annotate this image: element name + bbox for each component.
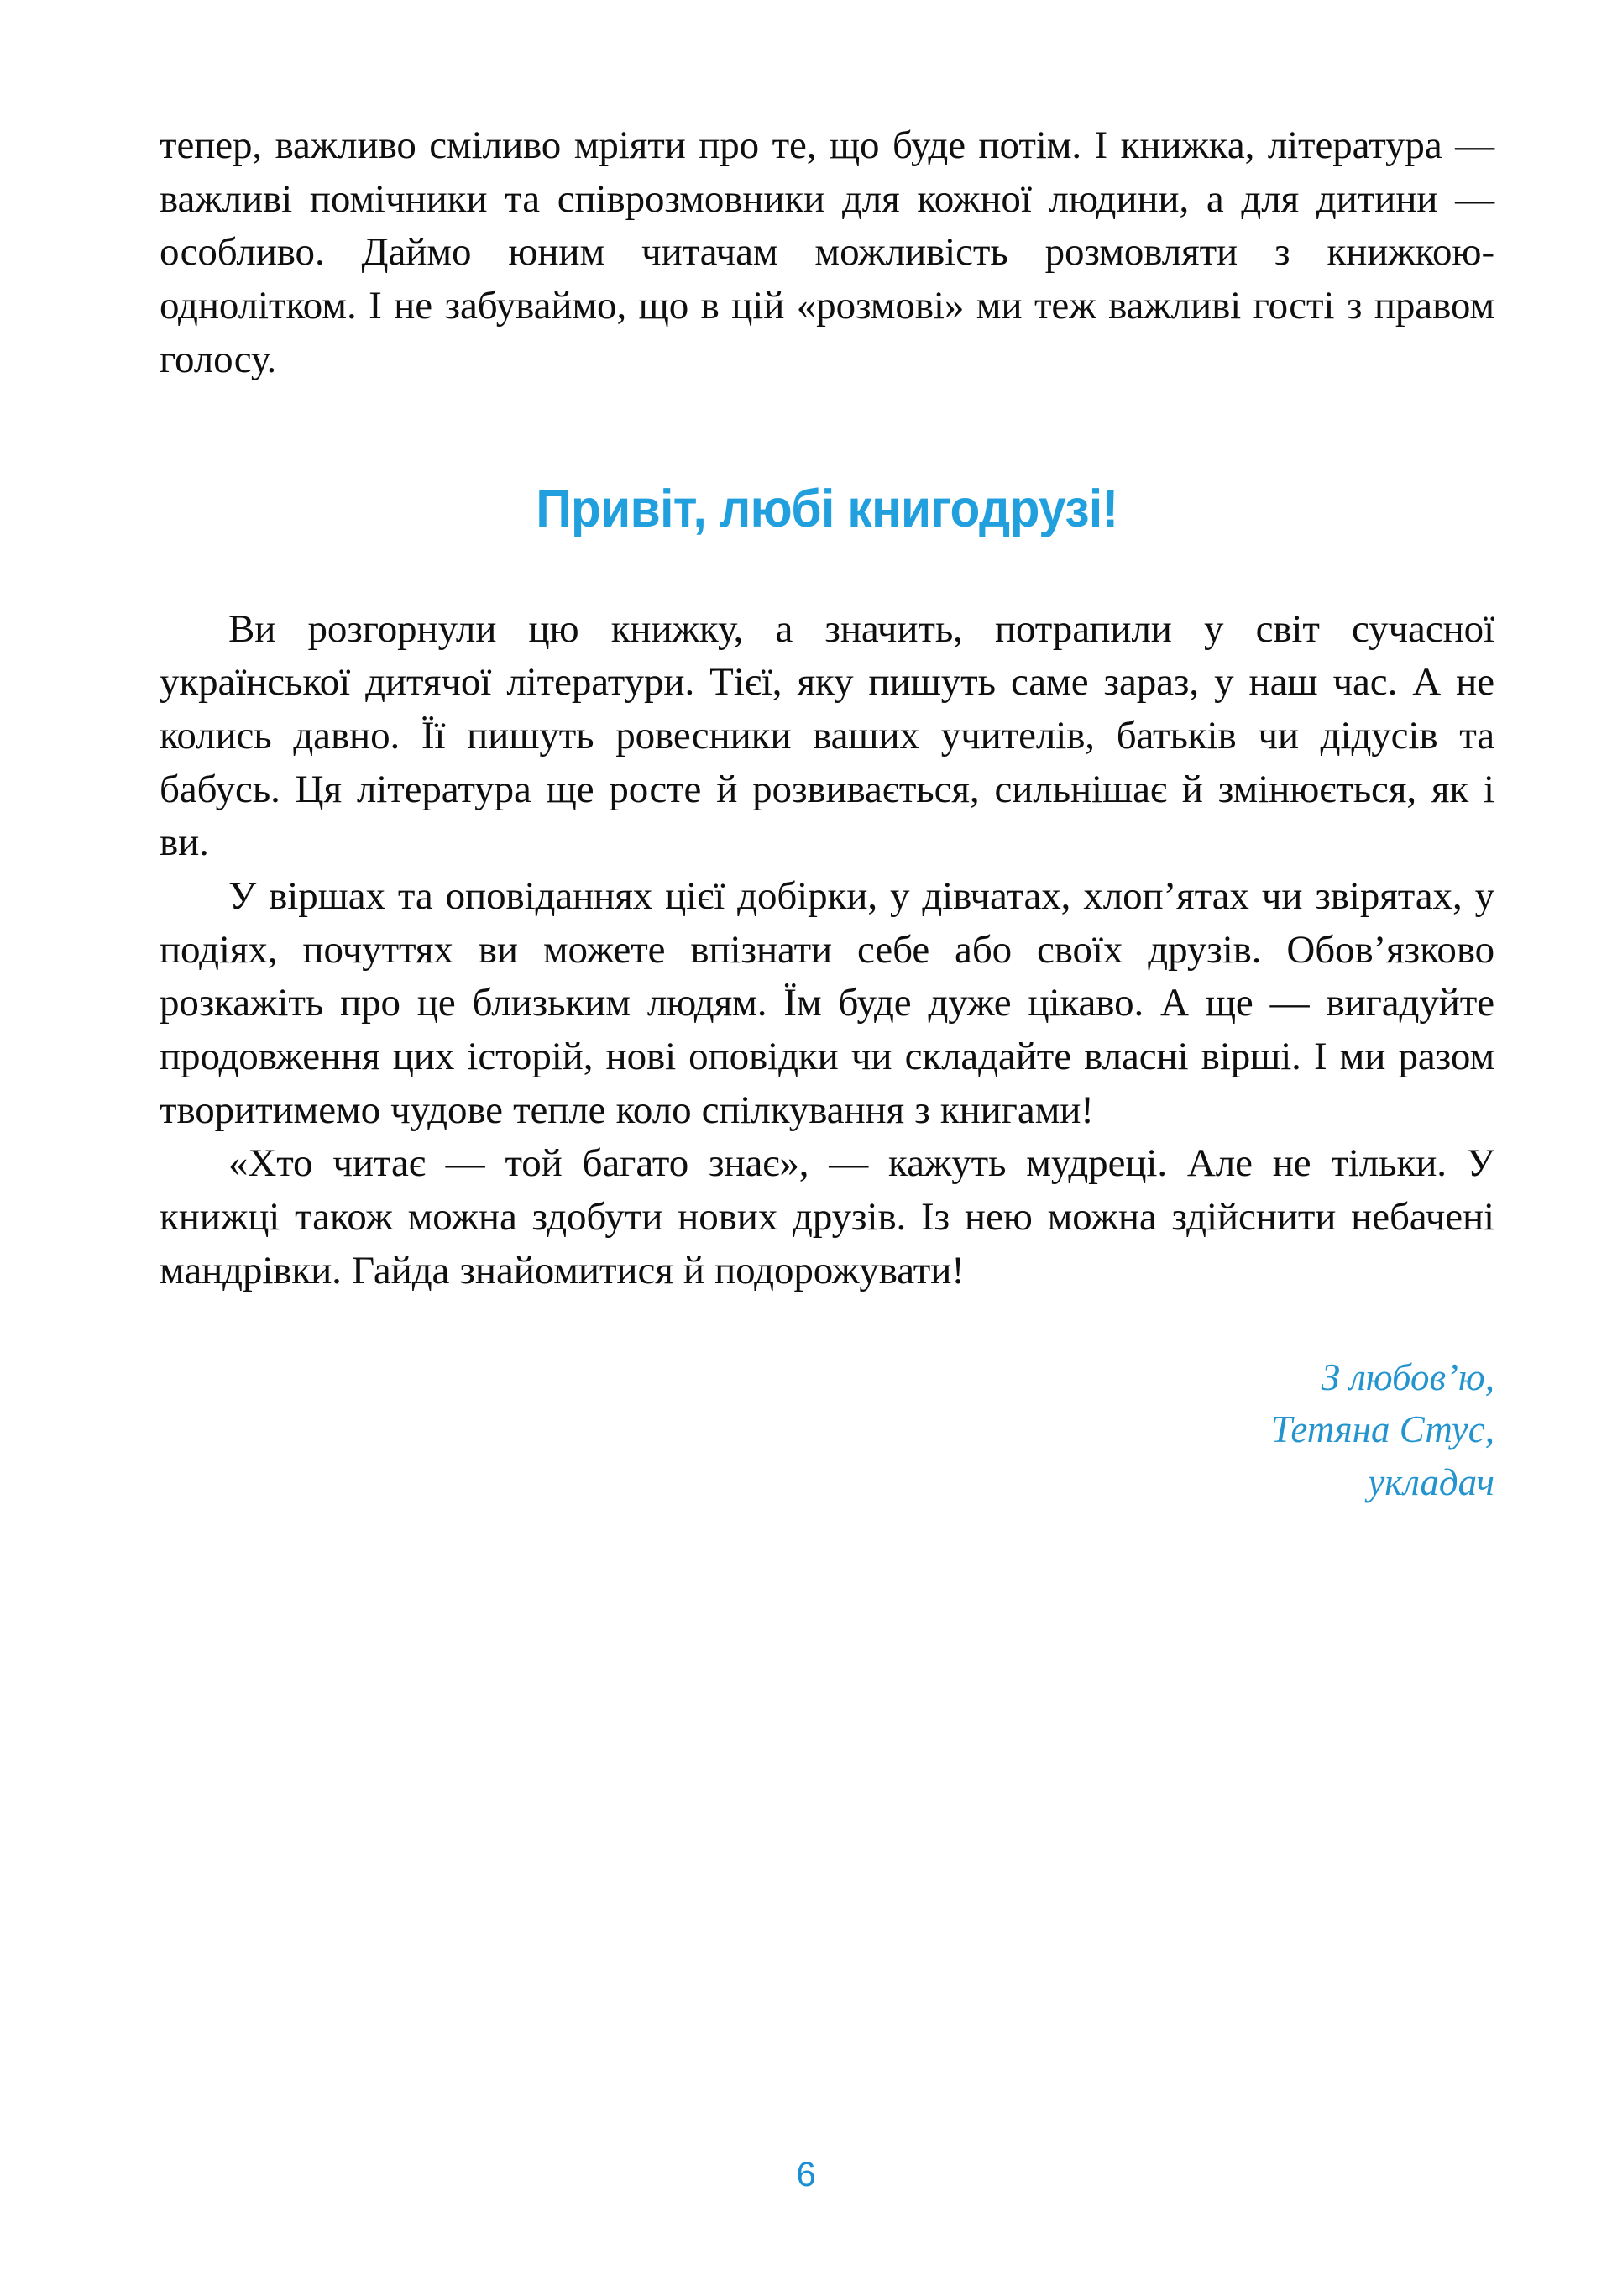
main-text-block (160, 539, 1494, 1298)
paragraph-2: У віршах та оповіданнях цієї добірки, у дівчатах, хлоп’ятах чи звірятах, у подіях, почуттях ви можете впізнати себе або своїх друзів. Обов’язково розкажіть про це близьким людям. Їм буде дуже цікаво. А ще — вигадуйте продовження цих історій, нові оповідки чи складайте власні вірші. І ми разом творитимемо чудове тепле коло спілкування з книгами! (160, 874, 1494, 1132)
page-number: 6 (796, 2154, 816, 2194)
signature-name: Тетяна Стус, (1270, 1408, 1494, 1451)
paragraph-3: «Хто читає — той багато знає», — кажуть мудреці. Але не тільки. У книжці також можна здобути нових друзів. Із нею можна здійснити небачені мандрівки. Гайда знайомитися й подорожувати! (160, 1141, 1494, 1292)
signature-role: укладач (1368, 1460, 1494, 1503)
continued-paragraph: тепер, важливо сміливо мріяти про те, що буде потім. І книжка, література — важливі помічники та співрозмовники для кожної людини, а для дитини — особливо. Даймо юним читачам можливість розмовляти з книжкою-однолітком. І не забуваймо, що в цій «розмові» ми теж важливі гості з правом голосу. (160, 123, 1494, 381)
continued-paragraph-block (160, 0, 1494, 386)
signature-closing: З любов’ю, (1321, 1356, 1494, 1399)
page-content (160, 0, 1494, 1508)
signature-block (160, 1297, 1494, 1507)
paragraph-1: Ви розгорнули цю книжку, а значить, потрапили у світ сучасної української дитячої літератури. Тієї, яку пишуть саме зараз, у наш час. А не колись давно. Її пишуть ровесники ваших учителів, батьків чи дідусів та бабусь. Ця література ще росте й розвивається, сильнішає й змінюється, як і ви. (160, 606, 1494, 865)
page-title: Привіт, любі книгодрузі! (536, 480, 1118, 539)
